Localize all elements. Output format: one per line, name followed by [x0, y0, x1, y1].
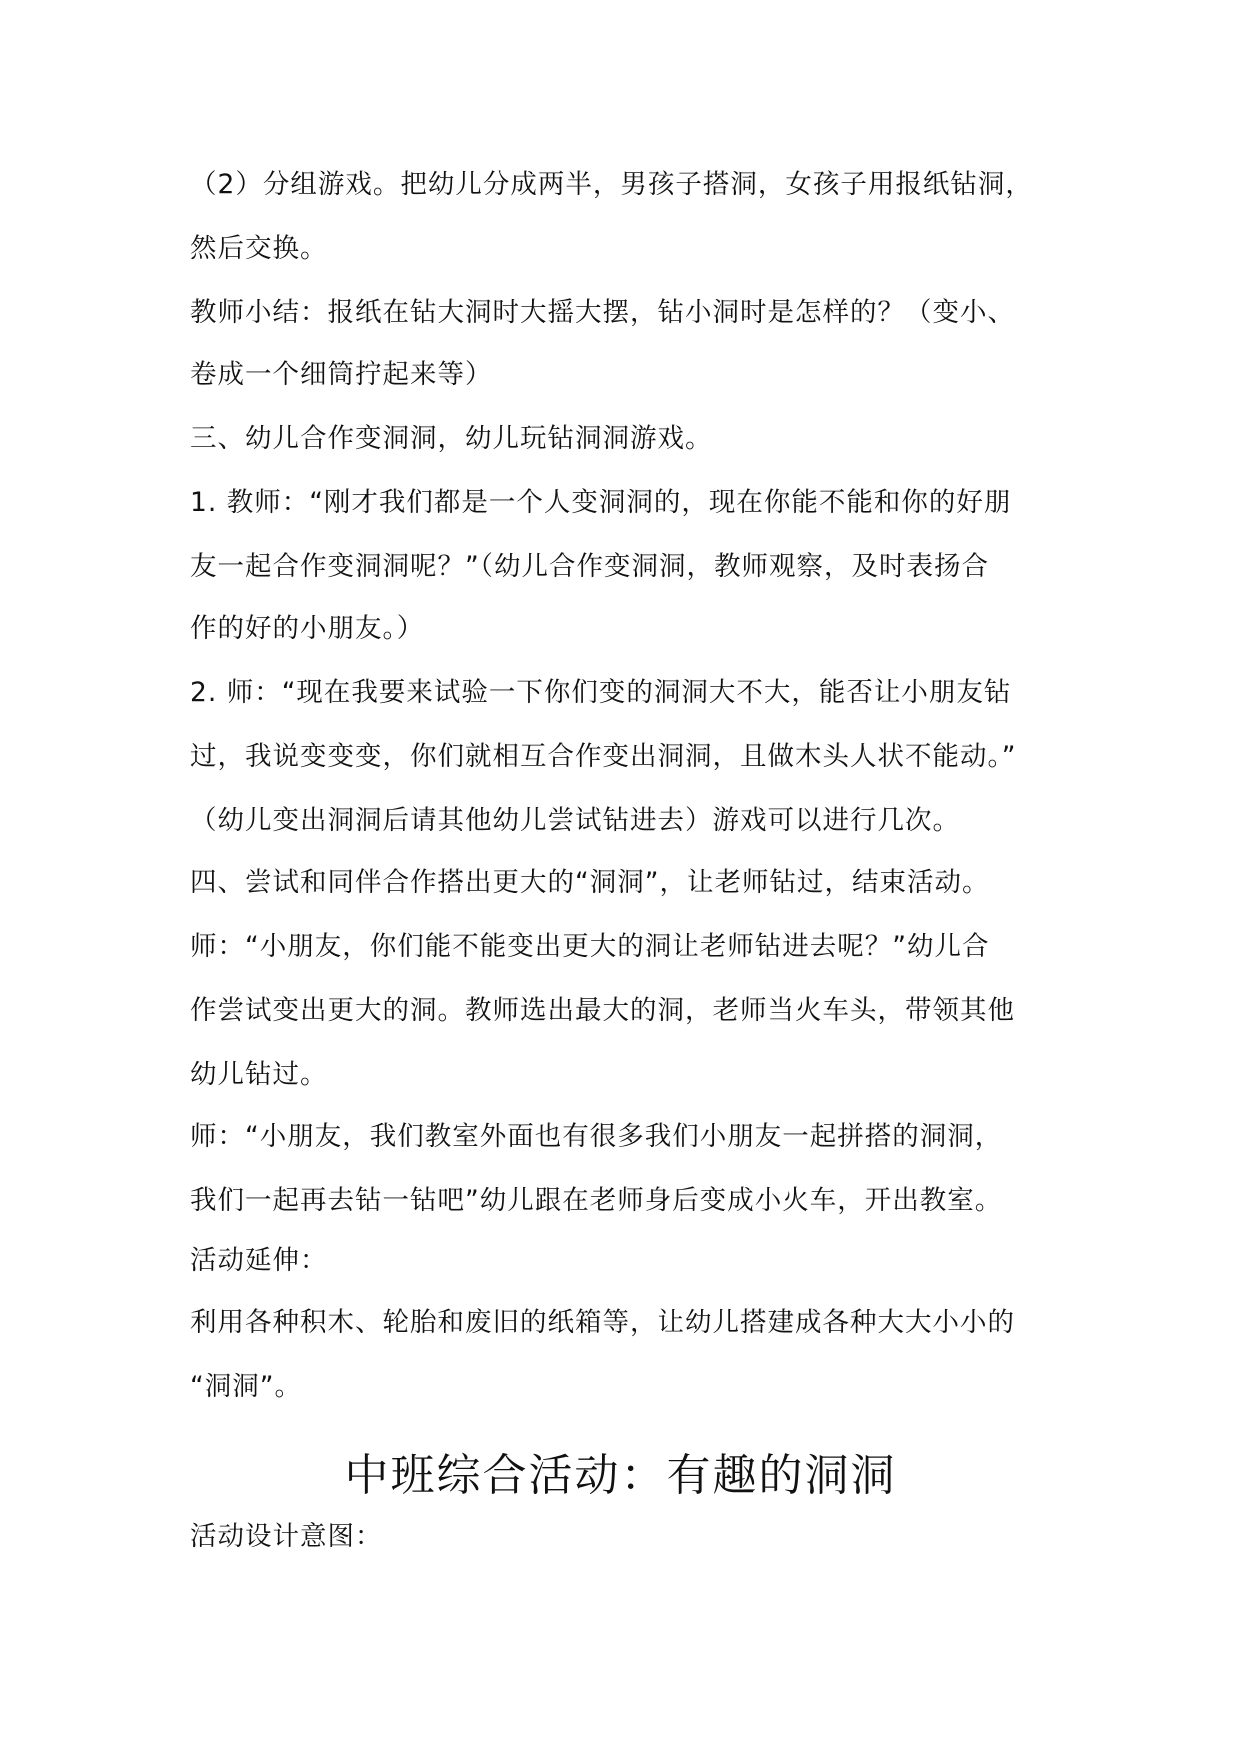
paragraph-line: 过，我说变变变，你们就相互合作变出洞洞，且做木头人状不能动。” [190, 741, 1017, 772]
paragraph-line: 利用各种积木、轮胎和废旧的纸箱等，让幼儿搭建成各种大大小小的 [190, 1307, 1015, 1338]
paragraph-line: （2）分组游戏。把幼儿分成两半，男孩子搭洞，女孩子用报纸钻洞， [190, 169, 1033, 200]
paragraph-line: 我们一起再去钻一钻吧”幼儿跟在老师身后变成小火车，开出教室。 [190, 1185, 1003, 1216]
section-label-line: 活动设计意图： [190, 1521, 383, 1552]
paragraph-line: 1. 教师：“刚才我们都是一个人变洞洞的，现在你能不能和你的好朋 [190, 487, 1012, 518]
document-title: 中班综合活动：有趣的洞洞 [344, 1450, 897, 1501]
paragraph-line: “洞洞”。 [190, 1371, 302, 1402]
paragraph-line: （幼儿变出洞洞后请其他幼儿尝试钻进去）游戏可以进行几次。 [190, 805, 960, 836]
paragraph-line: 幼儿钻过。 [190, 1059, 328, 1090]
section-heading-line: 四、尝试和同伴合作搭出更大的“洞洞”，让老师钻过，结束活动。 [190, 867, 990, 898]
paragraph-line: 然后交换。 [190, 233, 328, 264]
paragraph-line: 教师小结：报纸在钻大洞时大摇大摆，钻小洞时是怎样的？（变小、 [190, 297, 1015, 328]
paragraph-line: 2. 师：“现在我要来试验一下你们变的洞洞大不大，能否让小朋友钻 [190, 677, 1012, 708]
paragraph-line: 作尝试变出更大的洞。教师选出最大的洞，老师当火车头，带领其他 [190, 995, 1015, 1026]
paragraph-line: 师：“小朋友，我们教室外面也有很多我们小朋友一起拼搭的洞洞， [190, 1121, 1003, 1152]
paragraph-line: 友一起合作变洞洞呢？”（幼儿合作变洞洞，教师观察，及时表扬合 [190, 551, 989, 582]
section-heading-line: 三、幼儿合作变洞洞，幼儿玩钻洞洞游戏。 [190, 423, 713, 454]
paragraph-line: 卷成一个细筒拧起来等） [190, 359, 493, 390]
paragraph-line: 师：“小朋友，你们能不能变出更大的洞让老师钻进去呢？”幼儿合 [190, 931, 990, 962]
section-label-line: 活动延伸： [190, 1245, 328, 1276]
paragraph-line: 作的好的小朋友。） [190, 613, 425, 644]
